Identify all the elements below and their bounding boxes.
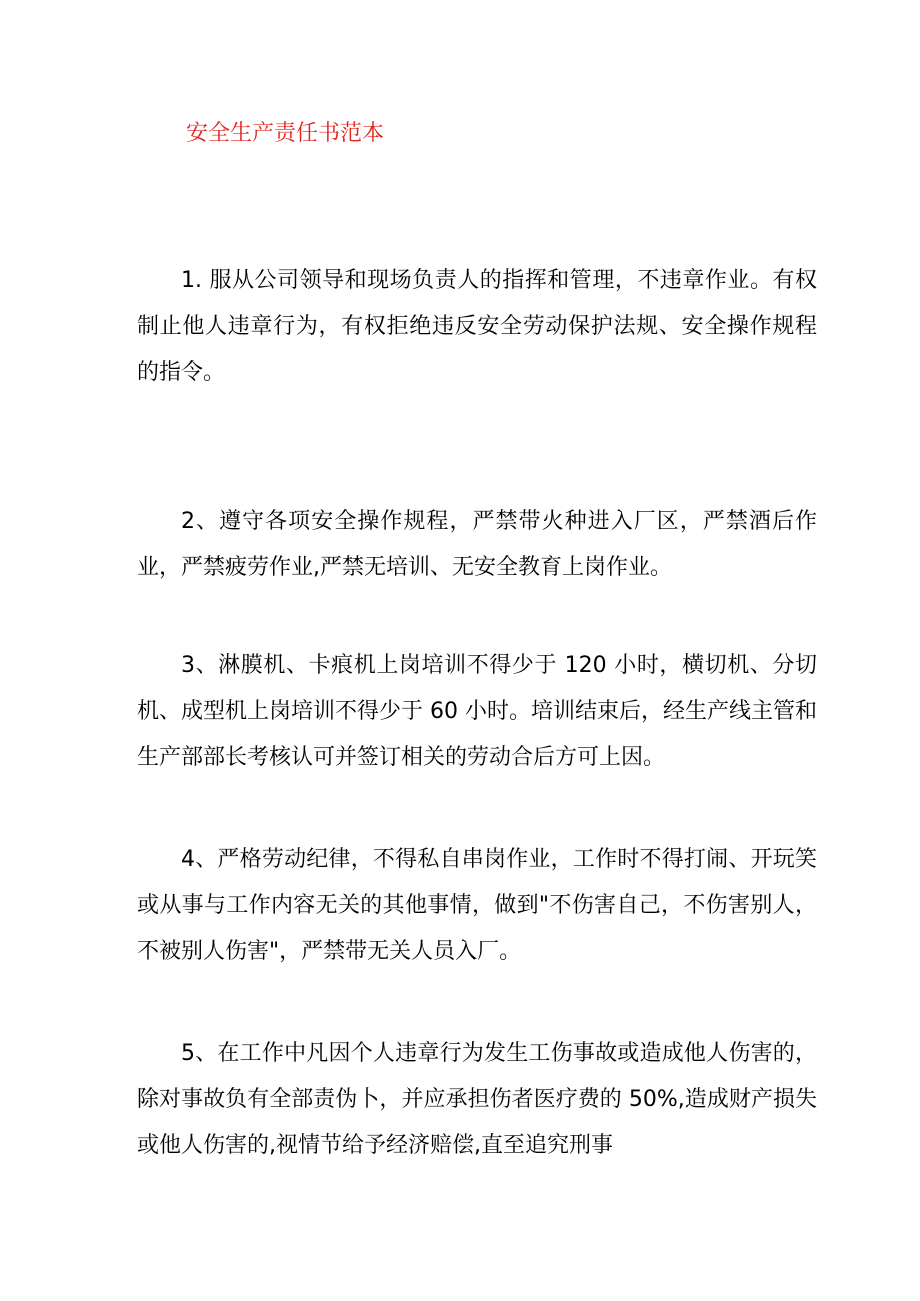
paragraph-1: 1. 服从公司领导和现场负责人的指挥和管理，不违章作业。有权制止他人违章行为，有权拒绝违反安全劳动保护法规、安全操作规程的指令。 [137,268,817,385]
document-title: 安全生产责任书范本 [186,121,385,146]
paragraph-4: 4、严格劳动纪律，不得私自串岗作业，工作时不得打闹、开玩笑或从事与工作内容无关的其他事情，做到"不伤害自己，不伤害别人，不被别人伤害"，严禁带无关人员入厂。 [137,847,817,964]
paragraph-3: 3、淋膜机、卡痕机上岗培训不得少于 120 小时，横切机、分切机、成型机上岗培训不得少于 60 小时。培训结束后，经生产线主管和生产部部长考核认可并签订相关的劳动合后方可上因。 [137,653,817,770]
paragraph-5: 5、在工作中凡因个人违章行为发生工伤事故或造成他人伤害的，除对事故负有全部责伪卜，并应承担伤者医疗费的 50%,造成财产损失或他人伤害的,视情节给予经济赔偿,直至追究刑事 [137,1041,817,1158]
paragraph-2: 2、遵守各项安全操作规程，严禁带火种进入厂区，严禁酒后作业，严禁疲劳作业,严禁无培训、无安全教育上岗作业。 [137,509,817,580]
